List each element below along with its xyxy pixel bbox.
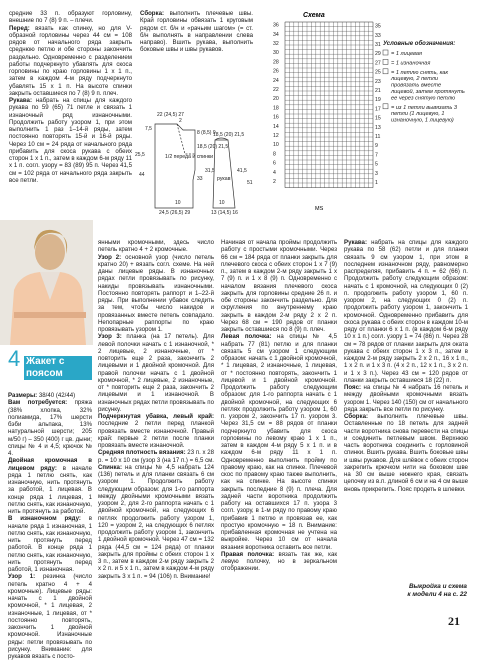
schema-title: Схема	[303, 12, 325, 19]
body-outline	[155, 124, 195, 208]
chart-row-number: 9	[375, 143, 378, 150]
label-sleeve: рукав	[217, 176, 231, 182]
dim-bottom-width: 24,5 (26,5) 29	[159, 210, 191, 216]
paragraph	[221, 333, 337, 551]
paragraph	[9, 10, 132, 25]
pattern-reference-line1: Выкройка и схема	[408, 583, 467, 590]
paragraph-text: на спицы № 4,5 набрать 77 (81) петлю и для планки связать 5 см узором 1 следующим образом: начать с 1 двойной кромочной, * 1 лицевая, 2 изнаночные, 1 лицевая, от * постоянно повторять, закончить 1 лицевой и 1 двойной кромочной. Продолжить работу следующим образом: для 1-го раппорта начать с 1 двойной кромочной, на следующих 6 петлях продолжить работу узором 1, 60 п. узором 2, закончить 17 п. узором 3. Через 31,5 см = 88 рядов от планки подчеркнуто убавить для скоса горловины по левому краю 1 x 1 п., затем в каждом 4-м ряду 5 x 1 п. и в каждом 6-м ряду 11 x 1 п. Одновременно выполнить пройму по правому краю, как на спинке. Плечевой скос по правому краю также выполнить, как на спинке. На высоте спинки закрыть последние 8 (9) п. плеча. Для задней части воротника продолжить работу на оставшихся 17 п. узора 3 согл. узору, в 1-м ряду по правому краю прибавив 1 петлю и провязав ее, как простую кромочную = 18 п. Внимание: прибавленная кромочная не учтена на выкройке. Через 10 см от начала вязания воротника оставить все петли.	[221, 333, 337, 551]
legend-text: = из 1 петли вывязать 3 петли (1 лицевую, 1 изнаночную, 1 лицевую)	[391, 104, 457, 124]
paragraph-text: выполнить плечевые швы. Оставленные по 18 петель для задней части воротника снова перевести на спицы и соединить петлевым швом. Верхнюю часть воротника соединить с горловиной спинки. Вшить рукава. Вшить боковые швы и швы рукавов. Для шлёвок с обеих сторон закрепить крючком нити на боковом шве на 30 см выше нижнего края, связать цепочку из в.п. длиной 6 см и на 4 см выше вновь прикрепить. Пояс продеть в шлевки.	[344, 413, 468, 493]
right-text-column	[344, 239, 468, 493]
chart-row-number: 29	[375, 51, 381, 58]
legend-text: = 1 петлю снять, как лицевую, 2 петли провязать вместе лицевой, затем протянуть ее через снятую петлю	[391, 69, 465, 102]
paragraph-lead: Правая полочка:	[221, 550, 275, 558]
chart-row-number: 6	[273, 160, 276, 167]
chart-row-number: 25	[375, 69, 381, 76]
chart-row-number: 4	[273, 169, 276, 176]
chart-row-number: 11	[375, 134, 381, 140]
paragraph-text: 23 п. x 28 р. = 10 x 10 см (узор 3 (на 17 п.) = 6,5 см.	[98, 449, 215, 464]
paragraph-lead: Рукава:	[344, 239, 367, 246]
paragraph-text: набрать на спицы для каждого рукава по 58 (62) петли и для планки связать 9 см узором 1, при этом в последнем изнаночном ряду, равномерно распределяя, прибавить 4 п. = 62 (66) п. Продолжить работу следующим образом: начать с 1 кромочной, на следующих 0 (2) п. продолжить работу узором 1, 60 п. узором 2, на следующих 0 (2) п. продолжить работу узором 1, закончить 1 кромочной. Одновременно прибавить для скоса рукава с обеих сторон в каждом 10-м ряду от планки 6 x 1 п. (в каждом 6-м ряду 10 x 1 п.) согл. узору 1 = 74 (86) п. Через 28 см = 78 рядов от планки закрыть для оката рукава с обеих сторон 1 x 3 п., затем в каждом 2-м ряду закрыть 2 x 2 п., 16 x 1 п., 1 x 2 п. и 1 x 3 п. (4 x 2 п., 12 x 1 п., 3 x 2 п. и 1 x 3 п.). Через 43 см = 120 рядов от планки закрыть оставшиеся 18 (22) п.	[344, 239, 468, 384]
top-left-text-column	[9, 10, 132, 184]
paragraph	[98, 254, 214, 334]
paragraph-lead: В изнаночном ряду:	[8, 515, 81, 523]
legend-item	[383, 69, 465, 102]
chart-row-number: 5	[375, 161, 378, 168]
section-number: 4	[8, 346, 21, 371]
legend-text: = 1 изнаночная	[391, 60, 431, 67]
paragraph-lead: Рукава:	[9, 97, 32, 104]
paragraph	[140, 10, 253, 54]
dim-neck-left: 7,5	[145, 126, 152, 132]
dim-neck-mid: 8 (8,5) 9	[197, 130, 216, 136]
legend-item	[383, 59, 430, 66]
paragraph-lead: Перед:	[9, 24, 30, 32]
chart-row-number: 36	[273, 22, 279, 29]
stitch-chart	[263, 10, 469, 225]
paragraph-lead: Сборка:	[140, 10, 164, 17]
chart-row-number: 19	[375, 97, 381, 104]
paragraph-text: на спицы № 4 набрать 16 петель и между двойными кромочными вязать узором 1. Через 140 (150) см от начального ряда закрыть все петли по рисунку.	[344, 384, 468, 413]
paragraph	[8, 399, 92, 457]
dim-waist-height: 33	[197, 176, 203, 182]
chart-row-number: 26	[273, 68, 279, 75]
legend-item	[383, 104, 458, 124]
paragraph	[9, 97, 132, 184]
paragraph	[98, 449, 214, 464]
paragraph-text: вязать так же, как левую полочку, но в зеркальном отображении.	[221, 550, 337, 573]
paragraph	[98, 239, 214, 254]
ms-label: MS	[315, 206, 324, 212]
paragraph-text: средние 33 п. образуют горловину, внешние по 7 (8) 9 п. – плечи.	[9, 10, 132, 25]
legend-title: Условные обозначения:	[383, 41, 456, 47]
paragraph-lead: Левая полочка:	[221, 333, 272, 341]
paragraph	[8, 457, 92, 515]
chart-row-number: 17	[375, 106, 381, 113]
dim-top-width: 22 (24,5) 27	[157, 112, 184, 118]
paragraph	[221, 239, 337, 333]
paragraph	[221, 551, 337, 573]
paragraph-text: основной узор (число петель кратно 20) + вязать согл. схеме. На ней даны лицевые ряды. В изнаночных рядах петли провязывать по рисунку, накиды провязывать изнаночными. Постоянно повторять раппорт и 1–22-й ряды. При выполнении убавок следить за тем, чтобы число накидов и провязанных вместе петель совпадало. Непопарные раппорты по краю провязывать узором 1.	[98, 253, 215, 333]
legend-symbol-circle	[383, 104, 388, 109]
legend-text: = 1 лицевая	[391, 51, 422, 57]
paragraph-lead: Узор 2:	[98, 253, 122, 261]
chart-row-number: 20	[273, 96, 279, 103]
paragraph-lead: Подчеркнутая убавка, левый край:	[98, 413, 214, 420]
paragraph-text: резинка (число петель кратно 4 + 4 кромочные). Лицевые ряды: начать с 1 двойной кромочной, * 1 лицевая, 2 изнаночные, 1 лицевая, от * постоянно повторять, закончить 1 двойной кромочной. Изнаночные ряды: петли провязывать по рисунку. Внимание: для рукавов вязать с посто-	[8, 573, 93, 660]
chart-row-number: 35	[375, 23, 381, 30]
paragraph-lead: Вам потребуется:	[8, 399, 68, 407]
dim-front-height: 51	[247, 180, 253, 186]
chart-row-number: 22	[273, 87, 279, 93]
model-photo	[0, 220, 93, 345]
paragraph-text: 38/40 (42/44)	[37, 392, 76, 399]
legend-item	[383, 50, 422, 57]
paragraph	[98, 413, 214, 449]
chart-row-number: 15	[375, 115, 381, 122]
paragraph-text: последние 2 петли перед планкой провязать вместе изнаночной. Правый край: первые 2 петли после планки провязать вместе изнаночной.	[98, 420, 214, 449]
left-text-column	[8, 392, 92, 660]
dim-neck-depth: 2	[179, 118, 182, 124]
paragraph-lead: Узор 1:	[8, 573, 36, 581]
paragraph-text: Начиная от начала проймы продолжить работу с простыми кромочными. Через 66 см = 184 ряда от планки закрыть для плечевого скоса с обеих сторон 1 x 7 (9) п., затем в каждом 2-м ряду закрыть 1 x 7 (9) п. и 1 x 8 (9) п. Одновременно с началом вязания плечевого скоса закрыть для горловины средние 26 п. и обе стороны закончить раздельно. Для скругления по внутреннему краю закрыть в каждом 2-м ряду 2 x 2 п. Через 68 см = 190 рядов от планки закрыть оставшиеся по 8 (9) п. плеч.	[221, 239, 337, 333]
chart-row-number: 34	[273, 31, 279, 38]
paragraph	[98, 464, 214, 580]
chart-row-number: 32	[273, 41, 279, 47]
chart-row-number: 27	[375, 60, 381, 67]
paragraph	[344, 384, 468, 413]
chart-row-number: 18	[273, 105, 279, 112]
dim-side-height: 25,5	[135, 152, 145, 158]
pattern-diagram	[133, 100, 256, 215]
paragraph-lead: Узор 3:	[98, 333, 122, 341]
paragraph-lead: Пояс:	[344, 384, 361, 391]
chart-row-number: 12	[273, 133, 279, 139]
paragraph	[344, 239, 468, 384]
chart-row-number: 24	[273, 77, 279, 84]
paragraph-lead: Средняя плотность вязания:	[98, 449, 186, 457]
chart-row-number: 10	[273, 142, 279, 149]
paragraph	[8, 392, 92, 399]
paragraph	[9, 25, 132, 98]
chart-row-number: 3	[375, 170, 378, 177]
chart-row-number: 7	[375, 152, 378, 159]
sleeve-outline	[213, 140, 235, 208]
chart-row-number: 23	[375, 78, 381, 85]
top-middle-text-column	[140, 10, 253, 54]
paragraph-text: на спицы № 4,5 набрать 124 (136) петель и для планки связать 6 см узором 1. Продолжить работу следующим образом: для 1-го раппорта между двойными кромочными вязать узором 2, для 2-го раппорта начать с 1 двойной кромочной, на следующих 6 петлях продолжить работу узором 1, 120 = узором 2, на следующих 6 петлях продолжить работу узором 1, закончить 1 двойной кромочной. Через 47 см = 132 ряда (44,5 см = 124 ряда) от планки закрыть для проймы с обеих сторон 1 x 3 п., затем в каждом 2-м ряду закрыть 2 x 2 п. и 5 x 1 п., затем в каждом 4-м ряду закрыть 3 x 1 п. = 94 (106) п. Внимание!	[98, 463, 214, 580]
paragraph-lead: Спинка:	[98, 463, 122, 471]
dim-sleeve-cuff: 10	[219, 200, 225, 206]
chart-row-number: 31	[375, 42, 381, 48]
paragraph-text: вязать как спинку, но для V-образной горловины через 44 см = 108 рядов от начального ряда закрыть среднюю петлю и обе стороны закончить раздельно. Одновременно с разделением работы подчеркнуто убавлять для скоса горловины по краю горловины 1 x 1 п., затем в каждом 4-м ряду подчеркнуто убавлять 15 x 1 п. На высоте спинки закрыть оставшиеся по 7 (8) 9 п. плеч.	[9, 24, 132, 97]
middle-left-text-column	[98, 239, 214, 580]
paragraph	[98, 333, 214, 413]
section-title	[8, 346, 92, 386]
dim-sleeve-top: 18,5 (20) 21,5	[213, 132, 245, 138]
dim-sleeve-height2: 41,5	[237, 168, 247, 174]
legend-symbol-dash	[383, 59, 388, 64]
paragraph-lead: Сборка:	[344, 413, 368, 420]
label-front-back: 1/2 переда и спинки	[165, 154, 214, 160]
legend-symbol-box	[383, 50, 388, 55]
chart-row-number: 30	[273, 50, 279, 57]
chart-row-number: 13	[375, 124, 381, 131]
paragraph-text: выполнить плечевые швы. Край горловины обвязать 1 круговым рядом ст. б/н и «рачьим шагом» (= ст. б/н выполнять в направлении слева направо). Вшить рукава, выполнить боковые швы и швы рукавов.	[140, 10, 253, 54]
paragraph-text: в начале ряда 1 изнаночная, 1 петлю снять, как изнаночную, нить протянуть перед работой. В конце ряда 1 петлю снять, как изнаночную, нить протянуть перед работой, 1 изнаночная.	[8, 515, 92, 573]
chart-row-number: 33	[375, 32, 381, 39]
paragraph-text: планка (на 17 петель). Для левой полочки начать с 1 изнаночной, * 2 лицевые, 2 изнаночные, от * повторить еще 2 раза, закончить 2 лицевыми и 1 двойной кромочной. Для правой полочки начать с 1 двойной кромочной, * 2 лицевые, 2 изнаночные, от * повторить еще 2 раза, закончить 2 лицевыми и 1 изнаночной. В изнаночных рядах петли провязывать по рисунку.	[98, 333, 214, 413]
dim-total-height: 44	[139, 172, 145, 178]
dim-bottom-rib: 10	[175, 200, 181, 206]
paragraph	[8, 573, 92, 660]
chart-row-number: 21	[375, 88, 381, 94]
chart-row-number: 14	[273, 123, 279, 130]
dim-sleeve-height: 31,5	[205, 168, 215, 174]
paragraph-text: набрать на спицы для каждого рукава по 59 (65) 71 петле и связать 1 изнаночный ряд изнаночными. Продолжить работу узором 1, при этом выполнить 1 раз 1–14-й ряды, затем постоянно повторять 15-й и 16-й ряды. Через 10 см = 24 ряда от начального ряда прибавить для скоса рукава с обеих сторон 1 x 1 п., затем в каждом 6-м ряду 11 x 1 п. согл. узору = 83 (89) 95 п. Через 41,5 см = 102 ряда от начального ряда закрыть все петли.	[9, 97, 132, 184]
section-title-text: Жакет с поясом	[24, 356, 92, 380]
pattern-reference-line2: к модели 4 на с. 22	[407, 590, 467, 598]
dim-sleeve-bottom: 13 (14,5) 16	[211, 210, 238, 216]
neckline-outline	[177, 124, 195, 154]
pattern-reference	[352, 583, 467, 598]
paragraph-text: пряжа (38% хлопка, 32% полиамида, 17% шерсти бэби альпака, 13% натуральной шерсти; 205 м/50 г) – 350 (400) г цв. дыни; спицы № 4 и 4,5; крючок № 4.	[8, 399, 92, 457]
chart-row-number: 2	[273, 179, 276, 185]
chart-row-number: 8	[273, 151, 276, 158]
paragraph	[8, 515, 92, 573]
legend-symbol-arc	[383, 69, 388, 74]
paragraph-text: янными кромочными, здесь число петель кратно 4 + 2 кромочные.	[98, 239, 214, 254]
chart-row-number: 1	[375, 180, 378, 186]
paragraph-lead: Размеры:	[8, 392, 38, 399]
page-number: 21	[448, 614, 460, 628]
chart-row-number: 28	[273, 59, 279, 66]
dim-neck-v: 18,5 (20) 21,5	[197, 144, 229, 150]
paragraph-lead: Двойная кромочная в лицевом ряду:	[8, 457, 92, 472]
chart-row-number: 16	[273, 114, 279, 121]
paragraph-text: в начале ряда 1 петлю снять, как изнаночную, нить протянуть за работой, 1 лицевая. В конце ряда 1 лицевая, 1 петлю снять, как изнаночную, нить протянуть за работой.	[8, 464, 92, 515]
paragraph	[344, 413, 468, 493]
middle-right-text-column	[221, 239, 337, 573]
